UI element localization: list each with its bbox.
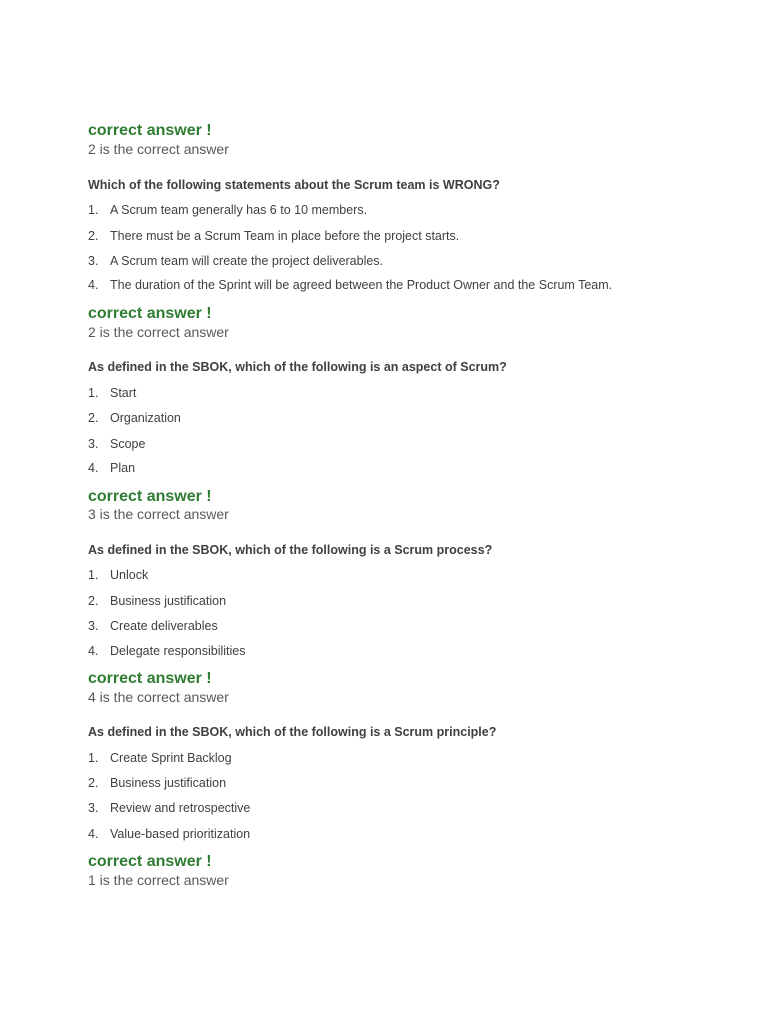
option-number: 3. xyxy=(88,437,99,451)
option-text: Delegate responsibilities xyxy=(110,644,246,658)
option-number: 1. xyxy=(88,386,99,400)
correct-answer-heading: correct answer ! xyxy=(88,670,212,687)
option-item xyxy=(88,751,232,766)
option-text: Create Sprint Backlog xyxy=(110,751,232,765)
option-item xyxy=(88,619,218,634)
question-text: Which of the following statements about the Scrum team is WRONG? xyxy=(88,178,500,192)
option-number: 1. xyxy=(88,568,99,582)
option-item xyxy=(88,437,145,452)
option-item xyxy=(88,461,135,476)
option-text: Start xyxy=(110,386,137,400)
correct-answer-text: 4 is the correct answer xyxy=(88,689,229,705)
question-text: As defined in the SBOK, which of the following is an aspect of Scrum? xyxy=(88,360,507,374)
option-item xyxy=(88,644,246,659)
option-number: 1. xyxy=(88,751,99,765)
option-number: 2. xyxy=(88,229,99,243)
correct-answer-heading: correct answer ! xyxy=(88,853,212,870)
option-text: A Scrum team generally has 6 to 10 members. xyxy=(110,203,368,217)
correct-answer-heading: correct answer ! xyxy=(88,122,212,139)
question-text: As defined in the SBOK, which of the following is a Scrum principle? xyxy=(88,725,497,739)
option-number: 4. xyxy=(88,644,99,658)
option-number: 2. xyxy=(88,411,99,425)
correct-answer-heading: correct answer ! xyxy=(88,488,212,505)
option-item xyxy=(88,776,226,791)
option-item xyxy=(88,568,148,583)
option-text: Business justification xyxy=(110,594,227,608)
option-text: A Scrum team will create the project deliverables. xyxy=(110,254,384,268)
option-text: Organization xyxy=(110,411,181,425)
option-item xyxy=(88,827,250,842)
option-item xyxy=(88,278,612,293)
option-number: 4. xyxy=(88,278,99,292)
option-text: The duration of the Sprint will be agreed between the Product Owner and the Scrum Team. xyxy=(110,278,613,292)
option-number: 3. xyxy=(88,801,99,815)
document-page xyxy=(88,0,728,1024)
option-text: Business justification xyxy=(110,776,227,790)
option-item xyxy=(88,386,136,401)
correct-answer-text: 1 is the correct answer xyxy=(88,872,229,888)
question-text: As defined in the SBOK, which of the following is a Scrum process? xyxy=(88,543,493,557)
option-number: 3. xyxy=(88,619,99,633)
correct-answer-text: 3 is the correct answer xyxy=(88,506,229,522)
option-number: 4. xyxy=(88,827,99,841)
option-number: 1. xyxy=(88,203,99,217)
option-number: 4. xyxy=(88,461,99,475)
option-text: There must be a Scrum Team in place before the project starts. xyxy=(110,229,460,243)
option-item xyxy=(88,254,383,269)
option-text: Unlock xyxy=(110,568,149,582)
option-item xyxy=(88,229,459,244)
option-text: Plan xyxy=(110,461,136,475)
option-text: Create deliverables xyxy=(110,619,218,633)
correct-answer-heading: correct answer ! xyxy=(88,305,212,322)
option-item xyxy=(88,203,367,218)
option-text: Value-based prioritization xyxy=(110,827,251,841)
option-number: 2. xyxy=(88,776,99,790)
correct-answer-text: 2 is the correct answer xyxy=(88,324,229,340)
option-item xyxy=(88,411,181,426)
option-text: Scope xyxy=(110,437,146,451)
option-text: Review and retrospective xyxy=(110,801,251,815)
option-item xyxy=(88,594,226,609)
option-item xyxy=(88,801,250,816)
option-number: 3. xyxy=(88,254,99,268)
option-number: 2. xyxy=(88,594,99,608)
correct-answer-text: 2 is the correct answer xyxy=(88,141,229,157)
